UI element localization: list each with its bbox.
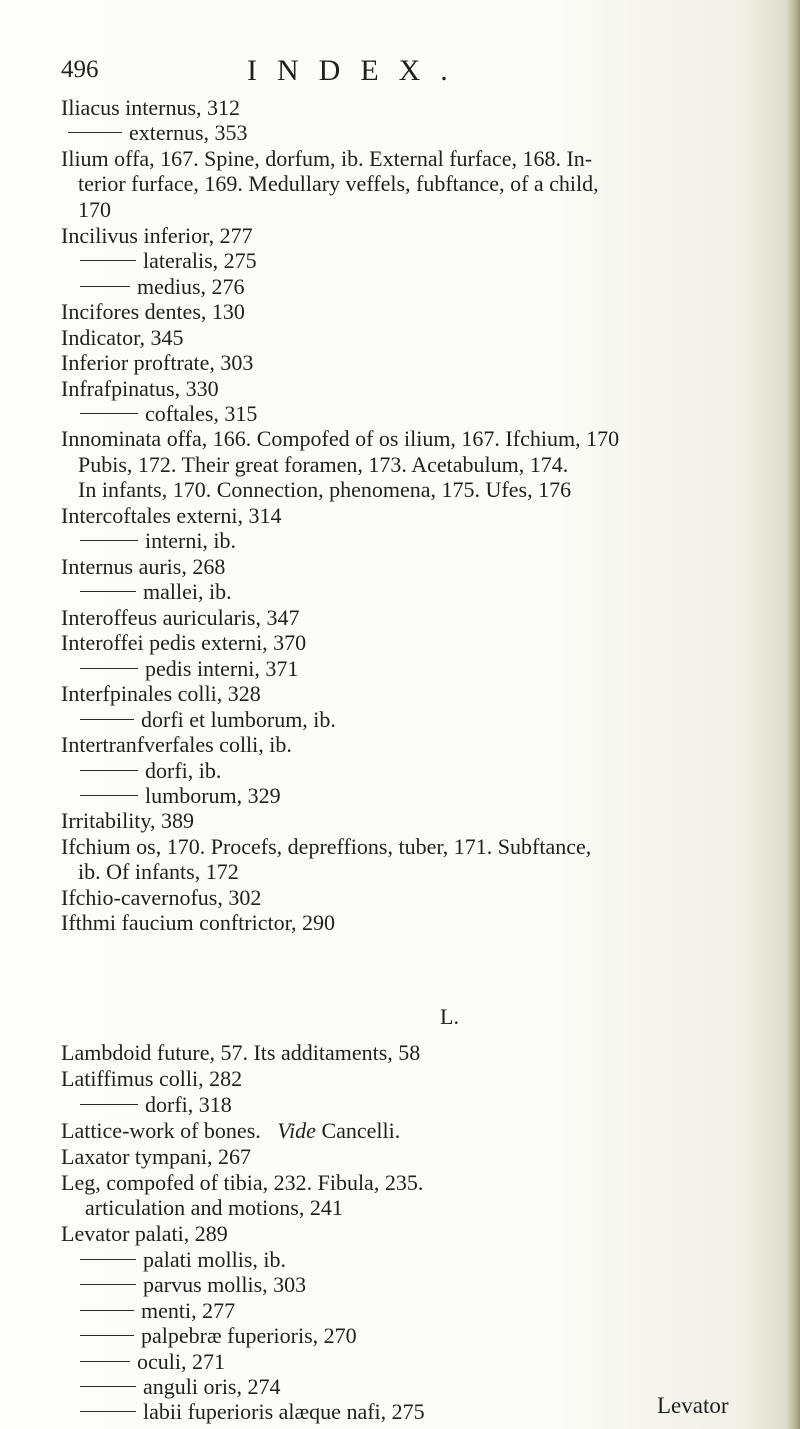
index-entry-continuation: In infants, 170. Connection, phenomena, 175. Ufes, 176 <box>78 477 572 502</box>
index-entry-continuation: ib. Of infants, 172 <box>78 859 239 884</box>
cross-reference-vide: Vide <box>277 1118 316 1143</box>
index-subentry: parvus mollis, 303 <box>80 1273 306 1297</box>
index-entry: Incifores dentes, 130 <box>61 299 245 324</box>
index-entry: Interfpinales colli, 328 <box>61 681 261 706</box>
index-entry: Leg, compofed of tibia, 232. Fibula, 235. <box>61 1170 424 1195</box>
index-subentry: lateralis, 275 <box>80 249 257 273</box>
ditto-rule <box>80 1335 134 1336</box>
index-subentry: medius, 276 <box>80 275 245 299</box>
index-entry: Intercoftales externi, 314 <box>61 503 282 528</box>
index-entry: Indicator, 345 <box>61 325 184 350</box>
index-subentry: dorfi, ib. <box>80 759 221 783</box>
index-subentry: coftales, 315 <box>80 402 257 426</box>
ditto-rule <box>80 1284 136 1285</box>
ditto-rule <box>80 260 136 261</box>
index-entry-continuation: 170 <box>78 197 111 222</box>
index-entry: Ifchio-cavernofus, 302 <box>61 885 262 910</box>
ditto-rule <box>80 1104 138 1105</box>
running-title: INDEX. <box>247 54 468 87</box>
index-entry: Ifthmi faucium conftrictor, 290 <box>61 910 336 935</box>
ditto-rule <box>80 286 130 287</box>
index-entry: Internus auris, 268 <box>61 554 226 579</box>
ditto-rule <box>80 795 138 796</box>
index-entry: Lattice-work of bones. Vide Cancelli. <box>61 1118 401 1143</box>
index-subentry: interni, ib. <box>80 529 236 553</box>
ditto-rule <box>80 668 138 669</box>
page-number: 496 <box>61 56 99 83</box>
index-entry-continuation: terior furface, 169. Medullary veffels, fubftance, of a child, <box>78 171 599 196</box>
index-entry: Latiffimus colli, 282 <box>61 1066 243 1091</box>
section-letter-heading: L. <box>440 1004 459 1029</box>
index-entry: Ilium offa, 167. Spine, dorfum, ib. External furface, 168. In- <box>61 146 593 171</box>
index-subentry: labii fuperioris alæque nafi, 275 <box>80 1400 425 1424</box>
ditto-rule <box>68 132 122 133</box>
index-entry: Intertranfverfales colli, ib. <box>61 732 292 757</box>
ditto-rule <box>80 591 136 592</box>
index-entry: Ifchium os, 170. Procefs, depreffions, tuber, 171. Subftance, <box>61 834 592 859</box>
index-entry: Incilivus inferior, 277 <box>61 223 253 248</box>
index-entry: Levator palati, 289 <box>61 1221 228 1246</box>
ditto-rule <box>80 1411 136 1412</box>
index-subentry: anguli oris, 274 <box>80 1375 281 1399</box>
index-entry: Iliacus internus, 312 <box>61 95 241 120</box>
index-subentry: lumborum, 329 <box>80 784 281 808</box>
index-entry-continuation: Pubis, 172. Their great foramen, 173. Acetabulum, 174. <box>78 452 569 477</box>
index-subentry: menti, 277 <box>80 1299 235 1323</box>
index-subentry: externus, 353 <box>68 121 248 145</box>
index-subentry: pedis interni, 371 <box>80 657 298 681</box>
index-subentry: oculi, 271 <box>80 1350 225 1374</box>
ditto-rule <box>80 770 138 771</box>
index-subentry: palati mollis, ib. <box>80 1248 286 1272</box>
index-entry: Lambdoid future, 57. Its additaments, 58 <box>61 1040 421 1065</box>
index-entry: Interoffei pedis externi, 370 <box>61 630 307 655</box>
index-subentry: dorfi, 318 <box>80 1093 232 1117</box>
catchword: Levator <box>657 1393 729 1418</box>
ditto-rule <box>80 1386 136 1387</box>
ditto-rule <box>80 1259 136 1260</box>
index-entry: Interoffeus auricularis, 347 <box>61 605 300 630</box>
ditto-rule <box>80 1310 134 1311</box>
ditto-rule <box>80 719 134 720</box>
index-entry: Infrafpinatus, 330 <box>61 376 219 401</box>
index-entry: Irritability, 389 <box>61 808 194 833</box>
index-entry-continuation: articulation and motions, 241 <box>85 1195 343 1220</box>
ditto-rule <box>80 540 138 541</box>
index-subentry: mallei, ib. <box>80 580 232 604</box>
index-subentry: dorfi et lumborum, ib. <box>80 708 336 732</box>
index-subentry: palpebræ fuperioris, 270 <box>80 1324 357 1348</box>
ditto-rule <box>80 413 138 414</box>
index-entry: Innominata offa, 166. Compofed of os ilium, 167. Ifchium, 170 <box>61 426 620 451</box>
index-entry: Inferior proftrate, 303 <box>61 350 254 375</box>
ditto-rule <box>80 1361 130 1362</box>
index-entry: Laxator tympani, 267 <box>61 1144 252 1169</box>
